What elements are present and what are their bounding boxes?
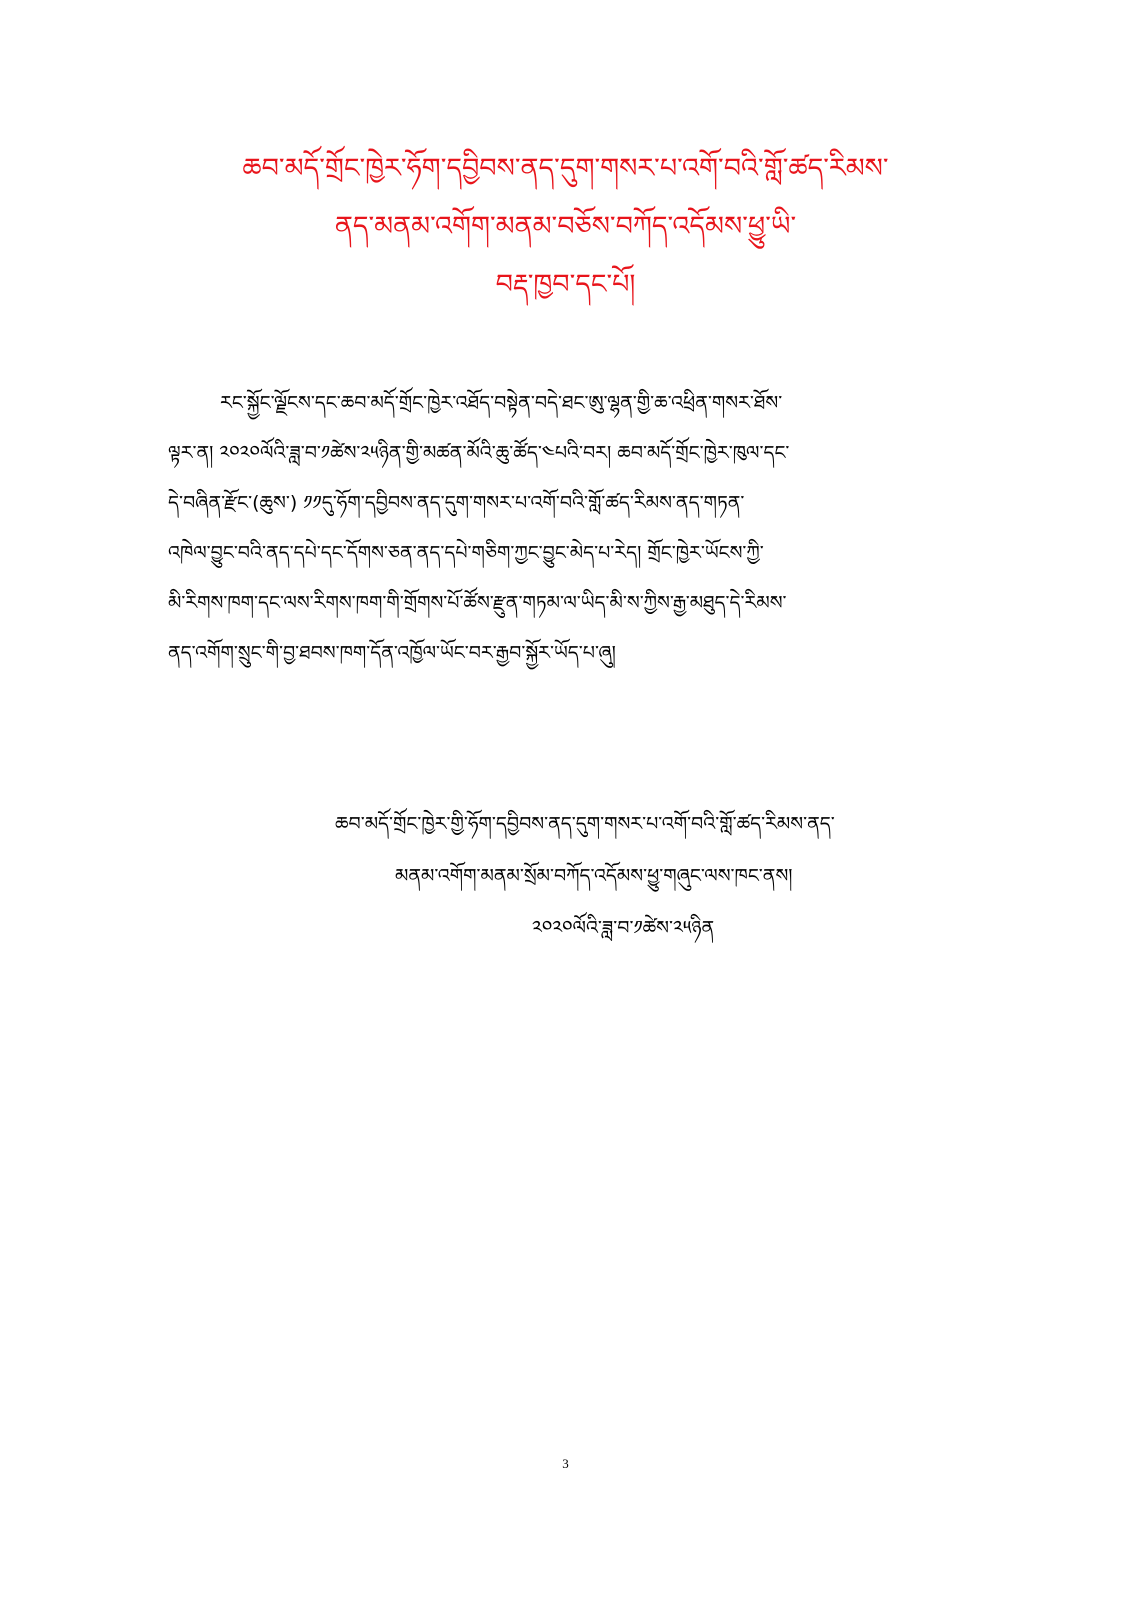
body-line-1: རང་སྐྱོང་ལྗོངས་དང་ཆབ་མདོ་གྲོང་ཁྱེར་འཐོད་བསྟེན་བདེ་ཐང་ཨུ་ལྷན་གྱི་ཆ་འཕྲིན་གསར་ཐོས་ [220, 392, 783, 414]
body-line-4: འཁེལ་བྱུང་བའི་ནད་དཔེ་དང་དོགས་ཅན་ནད་དཔེ་གཅིག་ཀྱང་བྱུང་མེད་པ་རེད། གྲོང་ཁྱེར་ཡོངས་ཀྱི་ [168, 542, 764, 564]
body-line-3: དེ་བཞིན་རྫོང་(ཆུས་) ༡༡དུ་ཧོག་དབྱིབས་ནད་དུག་གསར་པ་འགོ་བའི་གློ་ཚད་རིམས་ནད་གཏན་ [168, 492, 745, 514]
issuer-line-2: མནམ་འགོག་མནམ་སྲོམ་བཀོད་འདོམས་ཕྱུ་གཞུང་ལས་ཁང་ནས། [395, 865, 793, 887]
notice-body [168, 378, 968, 678]
body-line-5: མི་རིགས་ཁག་དང་ལས་རིགས་ཁག་གི་གྲོགས་པོ་ཚོས་རྫུན་གཏམ་ལ་ཡིད་མི་ས་ཀྱིས་རྒྱ་མཐུད་དེ་རིམས་ [168, 592, 787, 614]
page-number: 3 [562, 1456, 569, 1471]
body-line-6: ནད་འགོག་སྲུང་གི་བྱ་ཐབས་ཁག་དོན་འཁྱོལ་ཡོང་བར་རྒྱབ་སྐྱོར་ཡོད་པ་ཞུ། [168, 642, 616, 664]
issuer-line-1: ཆབ་མདོ་གྲོང་ཁྱེར་གྱི་ཧོག་དབྱིབས་ནད་དུག་གསར་པ་འགོ་བའི་གློ་ཚད་རིམས་ནད་ [335, 813, 835, 835]
body-line-2: ལྟར་ན། ༢༠༢༠ལོའི་ཟླ་བ་༡ཚེས་༢༥ཉིན་གྱི་མཚན་མོའི་ཆུ་ཚོད་༤པའི་བར། ཆབ་མདོ་གྲོང་ཁྱེར་ཁུལ་དང་ [168, 442, 790, 464]
signature-block [300, 798, 1000, 954]
title-line-1: ཆབ་མདོ་གྲོང་ཁྱེར་ཧོག་དབྱིབས་ནད་དུག་གསར་པ་འགོ་བའི་གློ་ཚད་རིམས་ [242, 153, 889, 184]
document-title [120, 140, 1011, 314]
issue-date: ༢༠༢༠ལོའི་ཟླ་བ་༡ཚེས་༢༥ཉིན [532, 917, 715, 939]
title-line-3: བརྡ་ཁྱབ་དང་པོ། [495, 269, 636, 300]
title-line-2: ནད་མནམ་འགོག་མནམ་བཅོས་བཀོད་འདོམས་ཕྱུ་ཡི་ [334, 211, 797, 242]
